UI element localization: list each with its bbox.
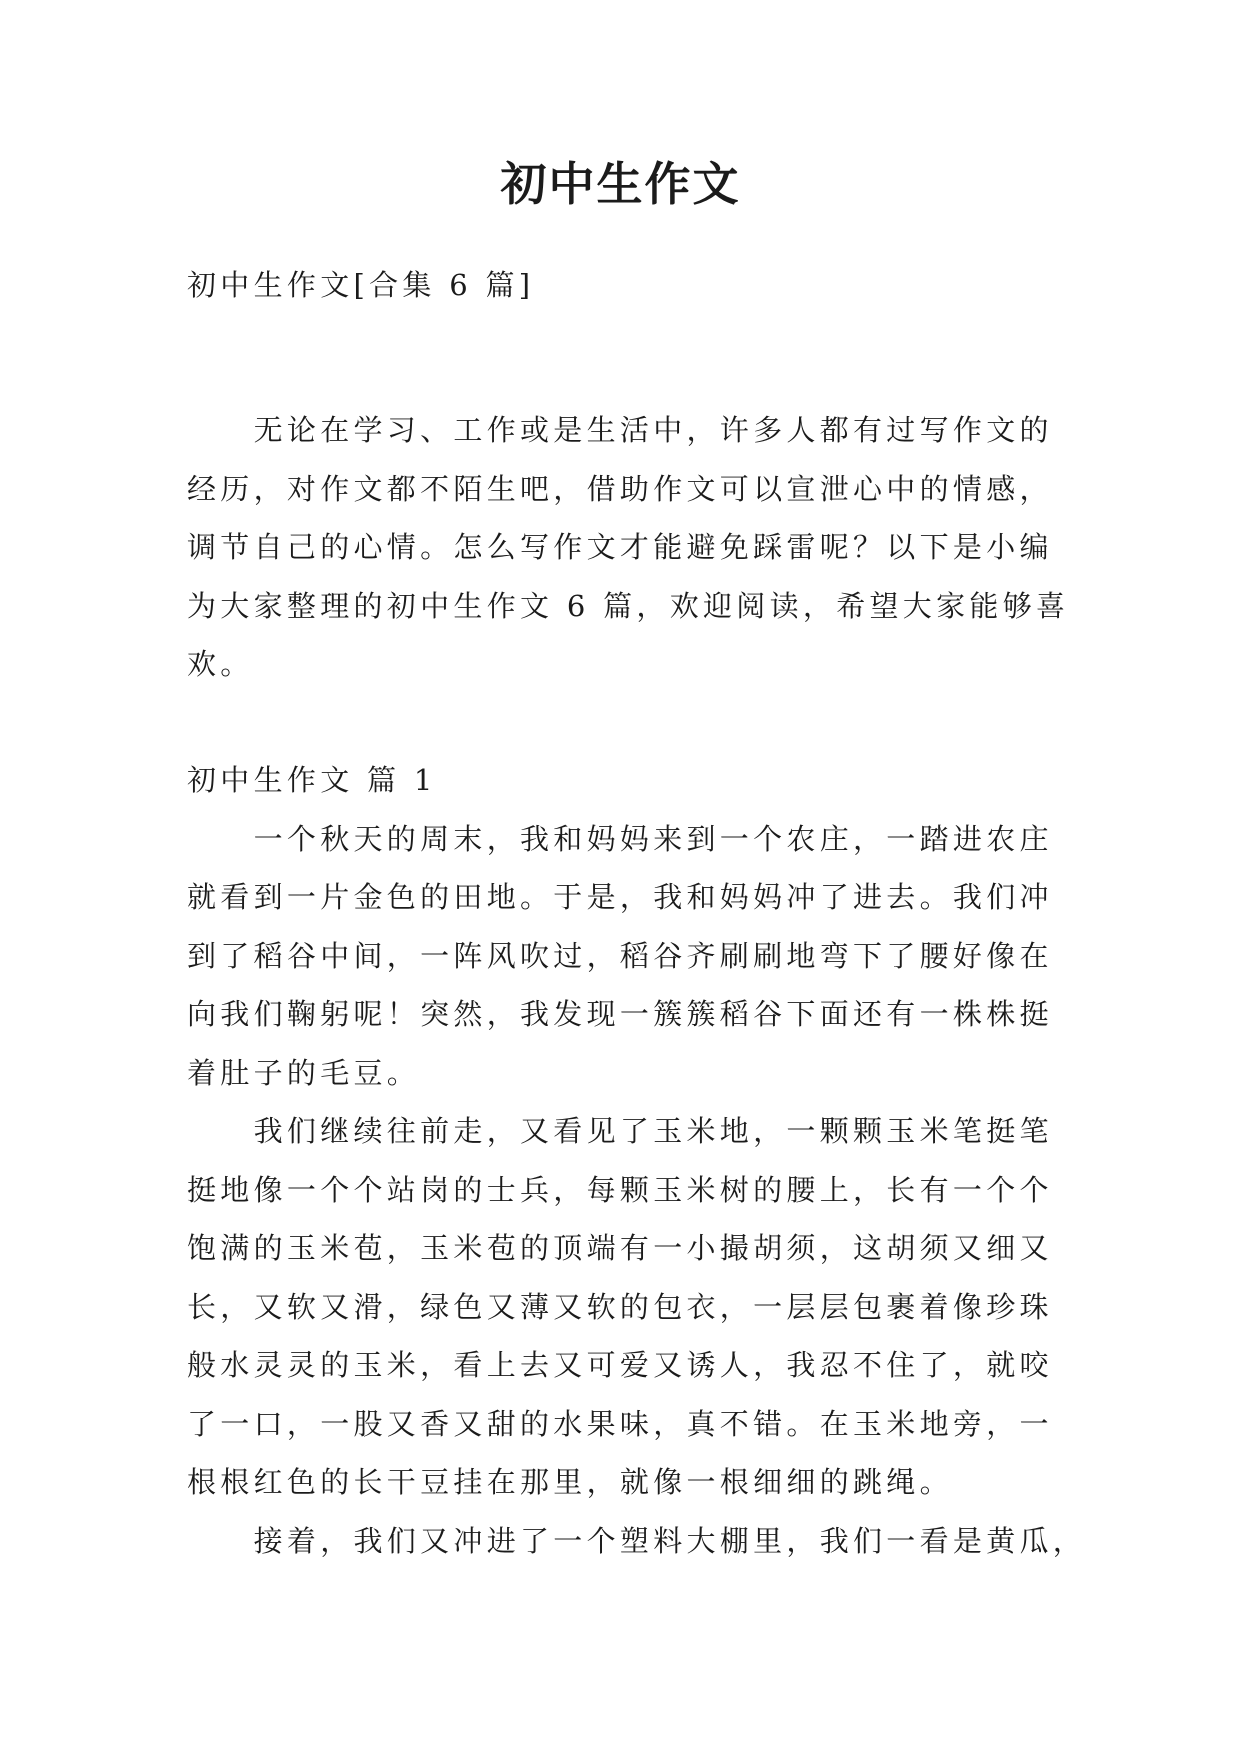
paragraph-line: 般水灵灵的玉米，看上去又可爱又诱人，我忍不住了，就咬 <box>187 1348 1053 1382</box>
paragraph-line: 一个秋天的周末，我和妈妈来到一个农庄，一踏进农庄 <box>253 821 1053 856</box>
paragraph <box>187 1512 1087 1571</box>
essay-section <box>187 751 1087 1570</box>
paragraph <box>187 810 1053 1103</box>
paragraph-line: 向我们鞠躬呢！突然，我发现一簇簇稻谷下面还有一株株挺 <box>187 997 1053 1031</box>
intro-line: 无论在学习、工作或是生活中，许多人都有过写作文的 <box>253 413 1053 447</box>
paragraph-line: 饱满的玉米苞，玉米苞的顶端有一小撮胡须，这胡须又细又 <box>187 1231 1053 1265</box>
intro-line: 欢。 <box>187 647 254 681</box>
page-title: 初中生作文 <box>500 157 741 211</box>
paragraph-line: 根根红色的长干豆挂在那里，就像一根细细的跳绳。 <box>187 1465 953 1499</box>
paragraph <box>187 1102 1053 1512</box>
paragraph-line: 到了稻谷中间，一阵风吹过，稻谷齐刷刷地弯下了腰好像在 <box>187 938 1053 973</box>
intro-line: 为大家整理的初中生作文 6 篇，欢迎阅读，希望大家能够喜 <box>187 588 1070 623</box>
intro-line: 经历，对作文都不陌生吧，借助作文可以宣泄心中的情感， <box>187 471 1053 506</box>
paragraph-line: 长，又软又滑，绿色又薄又软的包衣，一层层包裹着像珍珠 <box>187 1289 1053 1324</box>
paragraph-line: 了一口，一股又香又甜的水果味，真不错。在玉米地旁，一 <box>187 1406 1053 1441</box>
intro-paragraph <box>187 401 1070 694</box>
paragraph-line: 着肚子的毛豆。 <box>187 1055 421 1090</box>
subtitle-text: 初中生作文[合集 6 篇] <box>187 268 535 302</box>
paragraph-line: 就看到一片金色的田地。于是，我和妈妈冲了进去。我们冲 <box>187 880 1053 914</box>
paragraph-line: 接着，我们又冲进了一个塑料大棚里，我们一看是黄瓜， <box>253 1523 1087 1558</box>
document-subtitle <box>187 256 1053 315</box>
paragraph-line: 我们继续往前走，又看见了玉米地，一颗颗玉米笔挺笔 <box>253 1114 1053 1148</box>
paragraph-line: 挺地像一个个站岗的士兵，每颗玉米树的腰上，长有一个个 <box>187 1172 1053 1207</box>
section-heading: 初中生作文 篇 1 <box>187 763 437 797</box>
intro-line: 调节自己的心情。怎么写作文才能避免踩雷呢？以下是小编 <box>187 530 1053 564</box>
